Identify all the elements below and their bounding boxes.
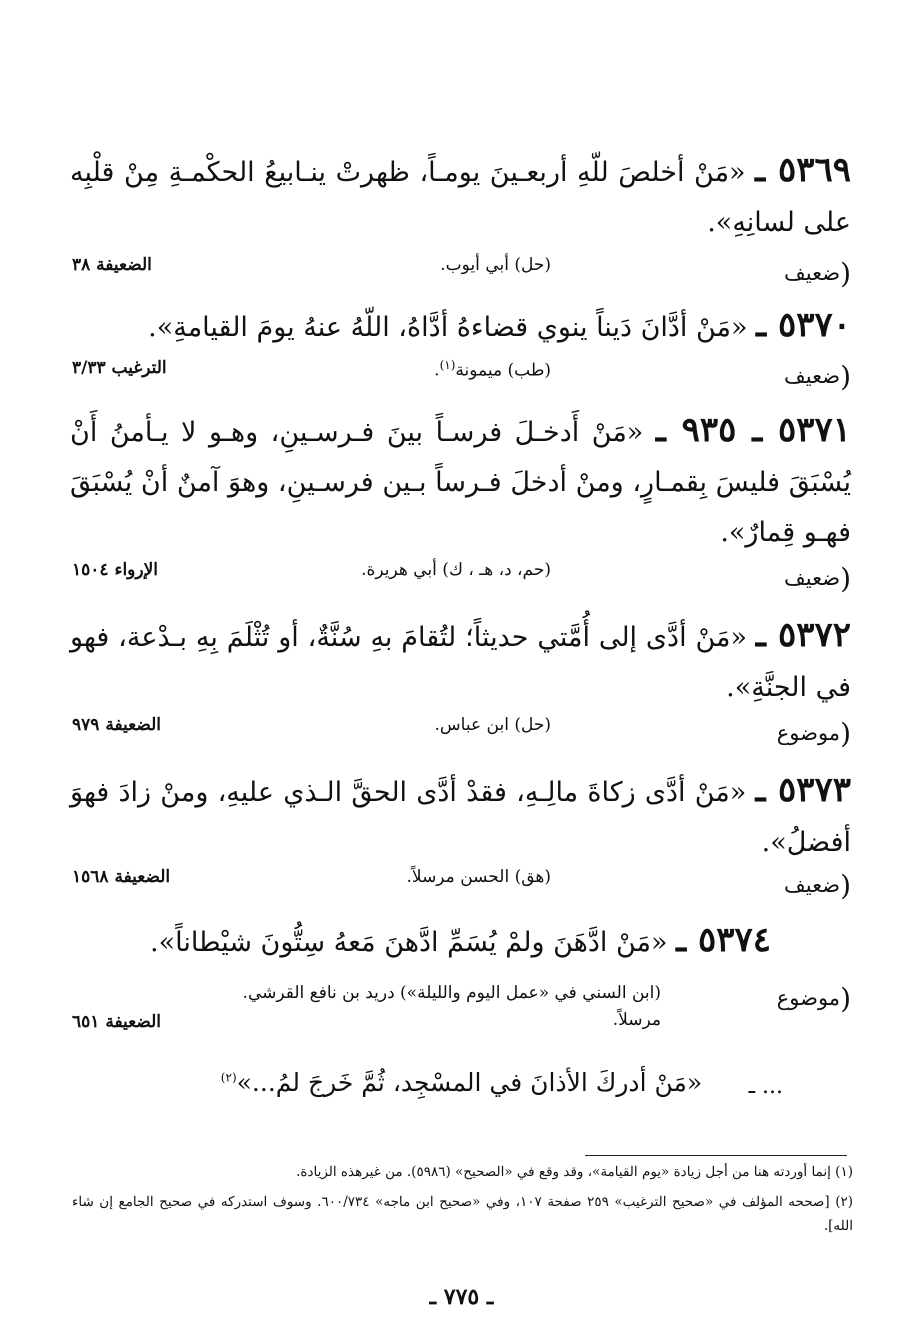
hadith-entry xyxy=(70,915,851,968)
hadith-meta xyxy=(70,255,851,295)
hadith-meta xyxy=(70,358,851,398)
hadith-meta xyxy=(70,980,851,1050)
grade-label: (ضعيف xyxy=(784,562,851,595)
source-text xyxy=(434,358,551,381)
grade-text: ضعيف xyxy=(784,873,841,897)
hadith-text: «مَنْ أدَّى زكاةَ مالِـهِ، فقدْ أدَّى الحقَّ الـذي عليهِ، ومنْ زادَ فهوَ أفضلُ». xyxy=(70,777,851,858)
grade-label: (ضعيف xyxy=(784,360,851,393)
reference-text: الترغيب ٣/٣٣ xyxy=(72,358,167,378)
grade-label: (ضعيف xyxy=(784,869,851,902)
footnote-1: (١) إنما أوردته هنا من أجل زيادة «يوم القيامة»، وقد وقع في «الصحيح» (٥٩٨٦). من غيرهذه الزيادة. xyxy=(296,1164,853,1180)
footnote-marker: (١) xyxy=(439,358,456,372)
hadith-meta xyxy=(70,715,851,755)
reference-text: الضعيفة ٦٥١ xyxy=(72,1012,162,1032)
source-text: (ابن السني في «عمل اليوم والليلة») دريد بن نافع القرشي. مرسلاً. xyxy=(242,983,661,1030)
grade-text: ضعيف xyxy=(784,566,841,590)
reference-text: الضعيفة ١٥٦٨ xyxy=(72,867,171,887)
grade-label: (موضوع xyxy=(776,982,851,1015)
hadith-text: «مَنْ ادَّهَنَ ولمْ يُسَمِّ ادَّهنَ مَعهُ سِتُّونَ شيْطاناً». xyxy=(149,927,668,958)
continued-line xyxy=(150,1068,783,1099)
hadith-meta xyxy=(70,867,851,907)
hadith-text: «مَنْ أدَّى إلى أُمَّتي حديثاً؛ لتُقامَ بهِ سُنَّةٌ، أو تُثْلَمَ بِهِ بـدْعة، فهو في الجنَّةِ». xyxy=(70,622,851,703)
grade-label: (ضعيف xyxy=(784,257,851,290)
footnote-divider xyxy=(585,1155,847,1156)
grade-text: ضعيف xyxy=(784,364,841,388)
reference-text: الإرواء ١٥٠٤ xyxy=(72,560,159,580)
hadith-entry xyxy=(70,610,851,713)
hadith-entry xyxy=(70,765,851,868)
footnote-marker: (٢) xyxy=(220,1070,237,1085)
source-text: (حم، د، هـ ، ك) أبي هريرة. xyxy=(361,560,551,580)
page-number: ـ ٧٧٥ ـ xyxy=(429,1284,494,1310)
ellipsis-marker: ... ـ xyxy=(748,1074,783,1099)
hadith-text: «مَنْ أخلصَ للّهِ أربعـينَ يومـاً، ظهرتْ ينـابيعُ الحكْمـةِ مِنْ قلْبِه على لسانِهِ». xyxy=(70,157,851,238)
grade-text: موضوع xyxy=(776,721,841,745)
hadith-number: ٥٣٧٤ ـ xyxy=(676,920,771,960)
hadith-text: «مَنْ أَدخـلَ فرسـاً بينَ فـرسـينِ، وهـو لا يـأمنُ أَنْ يُسْبَقَ فليسَ بِقمـارٍ، ومنْ أدخلَ فـرساً بـين فرسـينِ، وهوَ آمنٌ أنْ يُسْبَقَ فهـو قِمارٌ». xyxy=(70,417,851,548)
hadith-number: ٥٣٧٠ ـ xyxy=(756,305,851,345)
reference-text: الضعيفة ٩٧٩ xyxy=(72,715,162,735)
hadith-number: ٥٣٧١ ـ ٩٣٥ ـ xyxy=(655,410,851,450)
hadith-entry xyxy=(70,405,851,558)
grade-text: ضعيف xyxy=(784,261,841,285)
source-text: (حل) ابن عباس. xyxy=(434,715,551,735)
source-name: (طب) ميمونة xyxy=(455,360,551,381)
reference-text: الضعيفة ٣٨ xyxy=(72,255,152,275)
grade-label: (موضوع xyxy=(776,717,851,750)
hadith-meta xyxy=(70,560,851,600)
hadith-entry xyxy=(70,300,851,353)
source-end: . xyxy=(434,360,440,381)
hadith-number: ٥٣٦٩ ـ xyxy=(755,150,851,190)
grade-text: موضوع xyxy=(776,986,841,1010)
continued-text: «مَنْ أدركَ الأذانَ في المسْجِد، ثُمَّ خَرجَ لمُ...» xyxy=(236,1068,703,1097)
hadith-entry xyxy=(70,145,851,248)
hadith-text: «مَنْ أدَّانَ دَيناً ينوي قضاءهُ أدَّاهُ، اللّهُ عنهُ يومَ القيامةِ». xyxy=(148,312,748,343)
hadith-number: ٥٣٧٣ ـ xyxy=(755,770,851,810)
footnote-2: (٢) [صححه المؤلف في «صحيح الترغيب» ٢٥٩ صفحة ١٠٧، وفي «صحيح ابن ماجه» ٦٠٠/٧٣٤. وسوف استدركه في صحيح الجامع إن شاء الله]. xyxy=(72,1194,854,1234)
source-text: (حل) أبي أيوب. xyxy=(440,255,551,275)
hadith-number: ٥٣٧٢ ـ xyxy=(755,615,851,655)
source-text: (هق) الحسن مرسلاً. xyxy=(406,867,551,887)
